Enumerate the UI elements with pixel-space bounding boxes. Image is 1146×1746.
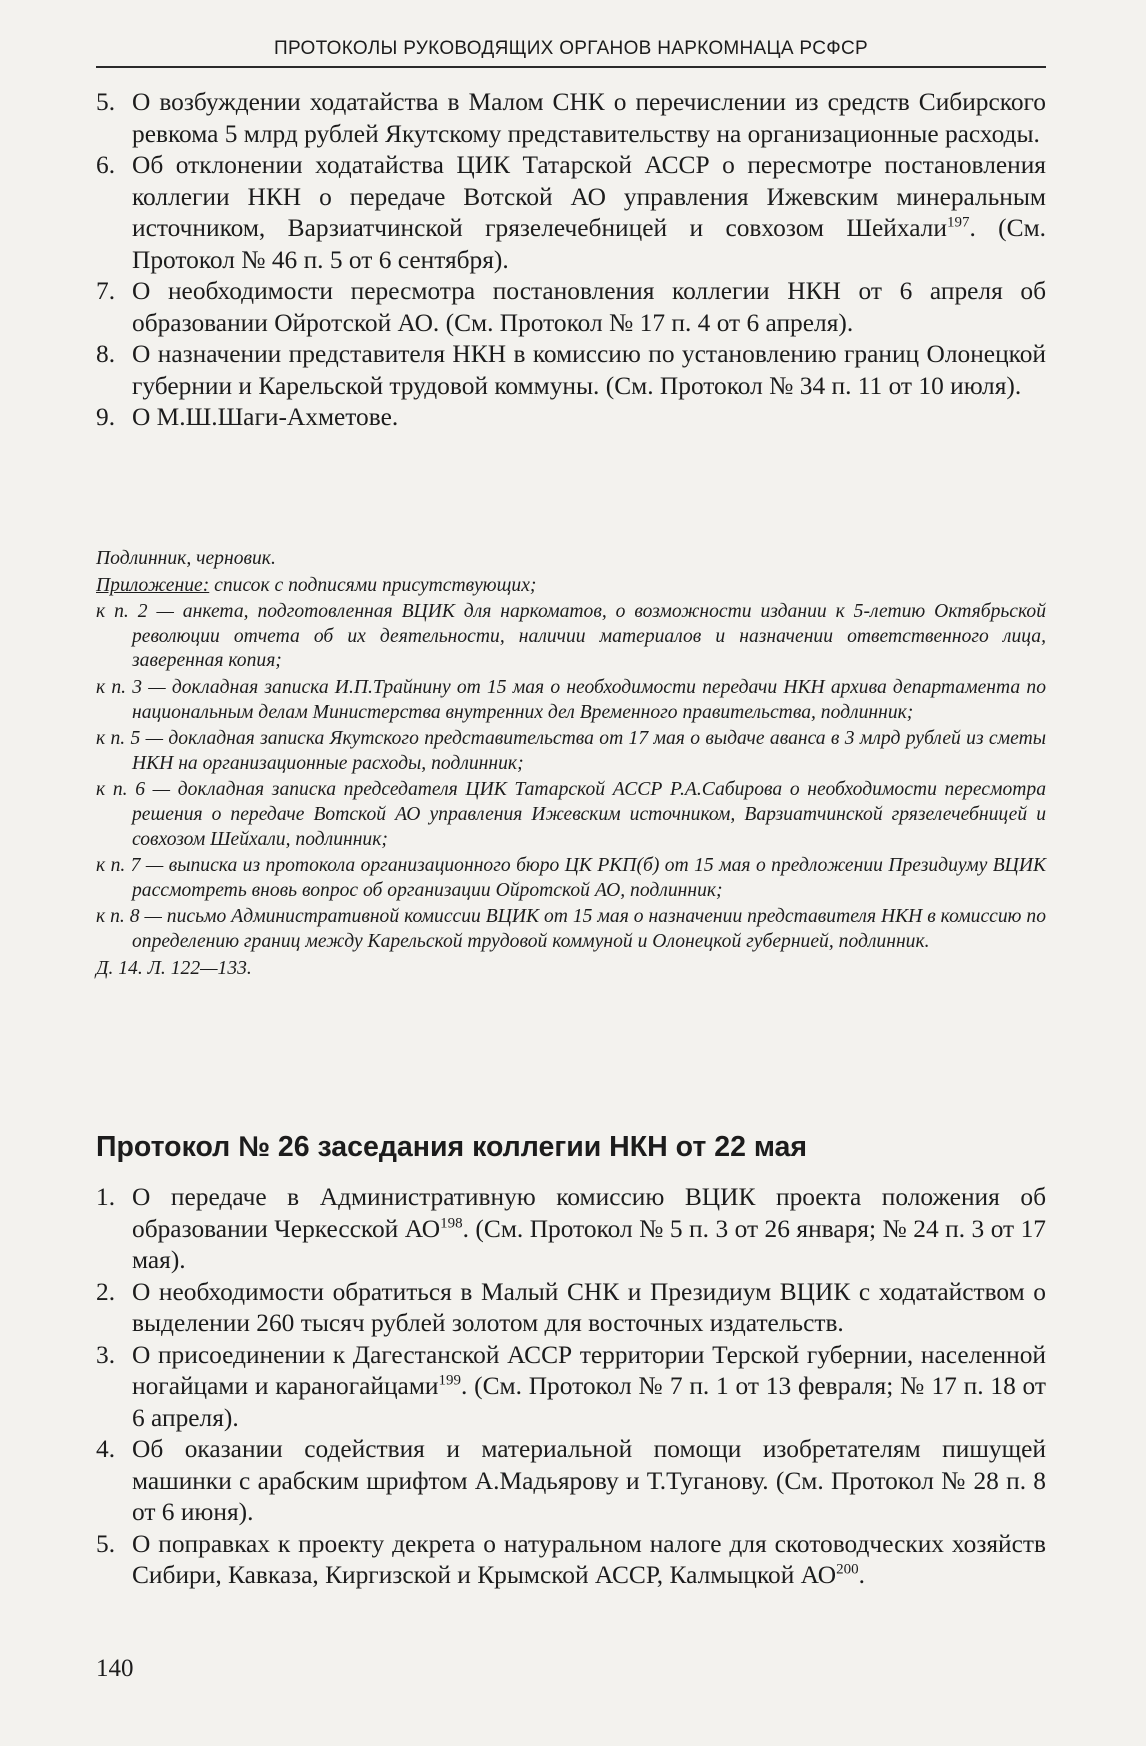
item-number: 1. xyxy=(96,1183,116,1211)
item-number: 2. xyxy=(96,1277,116,1306)
item-text: О присоединении к Дагестанской АССР территории Терской губернии, населенной ногайцами и караногайцами xyxy=(132,1340,1046,1400)
list-item xyxy=(96,1277,1046,1340)
item-number: 7. xyxy=(96,277,116,305)
item-text: О М.Ш.Шаги-Ахметове. xyxy=(132,403,399,431)
item-text: О необходимости обратиться в Малый СНК и Президиум ВЦИК с ходатайством о выделении 260 тысяч рублей золотом для восточных издательств. xyxy=(132,1277,1046,1337)
top-item-list-block xyxy=(96,87,1046,434)
item-number: 5. xyxy=(96,1529,116,1558)
item-text: О назначении представителя НКН в комиссию по установлению границ Олонецкой губернии и Карельской трудовой коммуны. (См. Протокол № 34 п. 11 от 10 июля). xyxy=(132,340,1046,400)
item-text: Об оказании содействия и материальной помощи изобретателям пишущей машинки с арабским шрифтом А.Мадьярову и Т.Туганову. (См. Протокол № 28 п. 8 от 6 июня). xyxy=(132,1435,1046,1526)
footnote-marker: 198 xyxy=(440,1215,463,1232)
protocol-title: Протокол № 26 заседания коллегии НКН от 22 мая xyxy=(96,1131,808,1163)
note-appendix xyxy=(96,574,1046,599)
protocol-item-list xyxy=(96,1182,1046,1592)
footnote-marker: 199 xyxy=(438,1372,461,1389)
item-number: 4. xyxy=(96,1435,116,1463)
header-rule xyxy=(96,66,1046,68)
protocol-item-list-block xyxy=(96,1182,1046,1592)
item-number: 3. xyxy=(96,1340,116,1369)
note-entry: к п. 6 — докладная записка председателя ЦИК Татарской АССР Р.А.Сабирова о необходимости пересмотра решения о передаче Вотской АО управления Ижевским источником, Варзиатчинской грязелечебницей и совхозом Шейхали, подлинник; xyxy=(96,779,1046,850)
item-text-after: . (См. Протокол № 7 п. 1 от 13 февраля; № 17 п. 18 от 6 апреля). xyxy=(132,1372,1047,1432)
running-head: ПРОТОКОЛЫ РУКОВОДЯЩИХ ОРГАНОВ НАРКОМНАЦА РСФСР xyxy=(274,38,868,59)
footnote-marker: 200 xyxy=(836,1561,859,1578)
note-entry: к п. 7 — выписка из протокола организационного бюро ЦК РКП(б) от 15 мая о предложении Президиуму ВЦИК рассмотреть вновь вопрос об организации Ойротской АО, подлинник; xyxy=(96,855,1046,901)
list-item xyxy=(96,1182,1046,1277)
list-item xyxy=(96,339,1046,402)
item-number: 6. xyxy=(96,151,116,179)
item-text-after: . (См. Протокол № 46 п. 5 от 6 сентября). xyxy=(132,214,1046,274)
appendix-text: список с подписями присутствующих; xyxy=(209,574,537,596)
item-text: Об отклонении ходатайства ЦИК Татарской АССР о пересмотре постановления коллегии НКН о передаче Вотской АО управления Ижевским минеральным источником, Варзиатчинской грязелечебницей и совхозом Шейхали xyxy=(132,151,1046,242)
archival-notes xyxy=(96,547,1046,983)
item-number: 9. xyxy=(96,403,116,431)
list-item xyxy=(96,402,1046,434)
appendix-label: Приложение: xyxy=(96,574,210,596)
item-text: О поправках к проекту декрета о натуральном налоге для скотоводческих хозяйств Сибири, Кавказа, Киргизской и Крымской АССР, Калмыцкой АО xyxy=(132,1529,1046,1589)
item-text: О возбуждении ходатайства в Малом СНК о перечислении из средств Сибирского ревкома 5 млрд рублей Якутскому представительству на организационные расходы. xyxy=(132,88,1046,148)
list-item xyxy=(96,150,1046,276)
item-number: 5. xyxy=(96,88,116,116)
item-text: О передаче в Административную комиссию ВЦИК проекта положения об образовании Черкесской АО xyxy=(132,1183,1046,1243)
note-original: Подлинник, черновик. xyxy=(96,548,276,569)
top-item-list xyxy=(96,87,1046,434)
list-item xyxy=(96,87,1046,150)
list-item xyxy=(96,1434,1046,1529)
item-text-after: . xyxy=(858,1561,865,1589)
item-text-after: . (См. Протокол № 5 п. 3 от 26 января; № 24 п. 3 от 17 мая). xyxy=(132,1214,1047,1274)
item-number: 8. xyxy=(96,340,116,368)
archive-reference: Д. 14. Л. 122—133. xyxy=(96,957,252,979)
note-entry: к п. 2 — анкета, подготовленная ВЦИК для наркоматов, о возможности издании к 5-летию Октябрьской революции отчета об их деятельности, наличии материалов и назначении ответственного лица, заверенная копия; xyxy=(96,601,1046,672)
footnote-marker: 197 xyxy=(946,214,970,231)
page-number: 140 xyxy=(96,1655,134,1682)
note-entry: к п. 8 — письмо Административной комиссии ВЦИК от 15 мая о назначении представителя НКН в комиссию по определению границ между Карельской трудовой коммуной и Олонецкой губернией, подлинник. xyxy=(96,906,1046,952)
list-item xyxy=(96,1529,1046,1592)
note-entry: к п. 5 — докладная записка Якутского представительства от 17 мая о выдаче аванса в 3 млрд рублей из сметы НКН на организационные расходы, подлинник; xyxy=(96,728,1046,774)
protocol-heading-block xyxy=(96,1131,1046,1164)
list-item xyxy=(96,1340,1046,1435)
note-entry: к п. 3 — докладная записка И.П.Трайнину от 15 мая о необходимости передачи НКН архива департамента по национальным делам Министерства внутренних дел Временного правительства, подлинник; xyxy=(96,676,1046,723)
item-text: О необходимости пересмотра постановления коллегии НКН от 6 апреля об образовании Ойротской АО. (См. Протокол № 17 п. 4 от 6 апреля). xyxy=(132,277,1046,337)
list-item xyxy=(96,276,1046,339)
